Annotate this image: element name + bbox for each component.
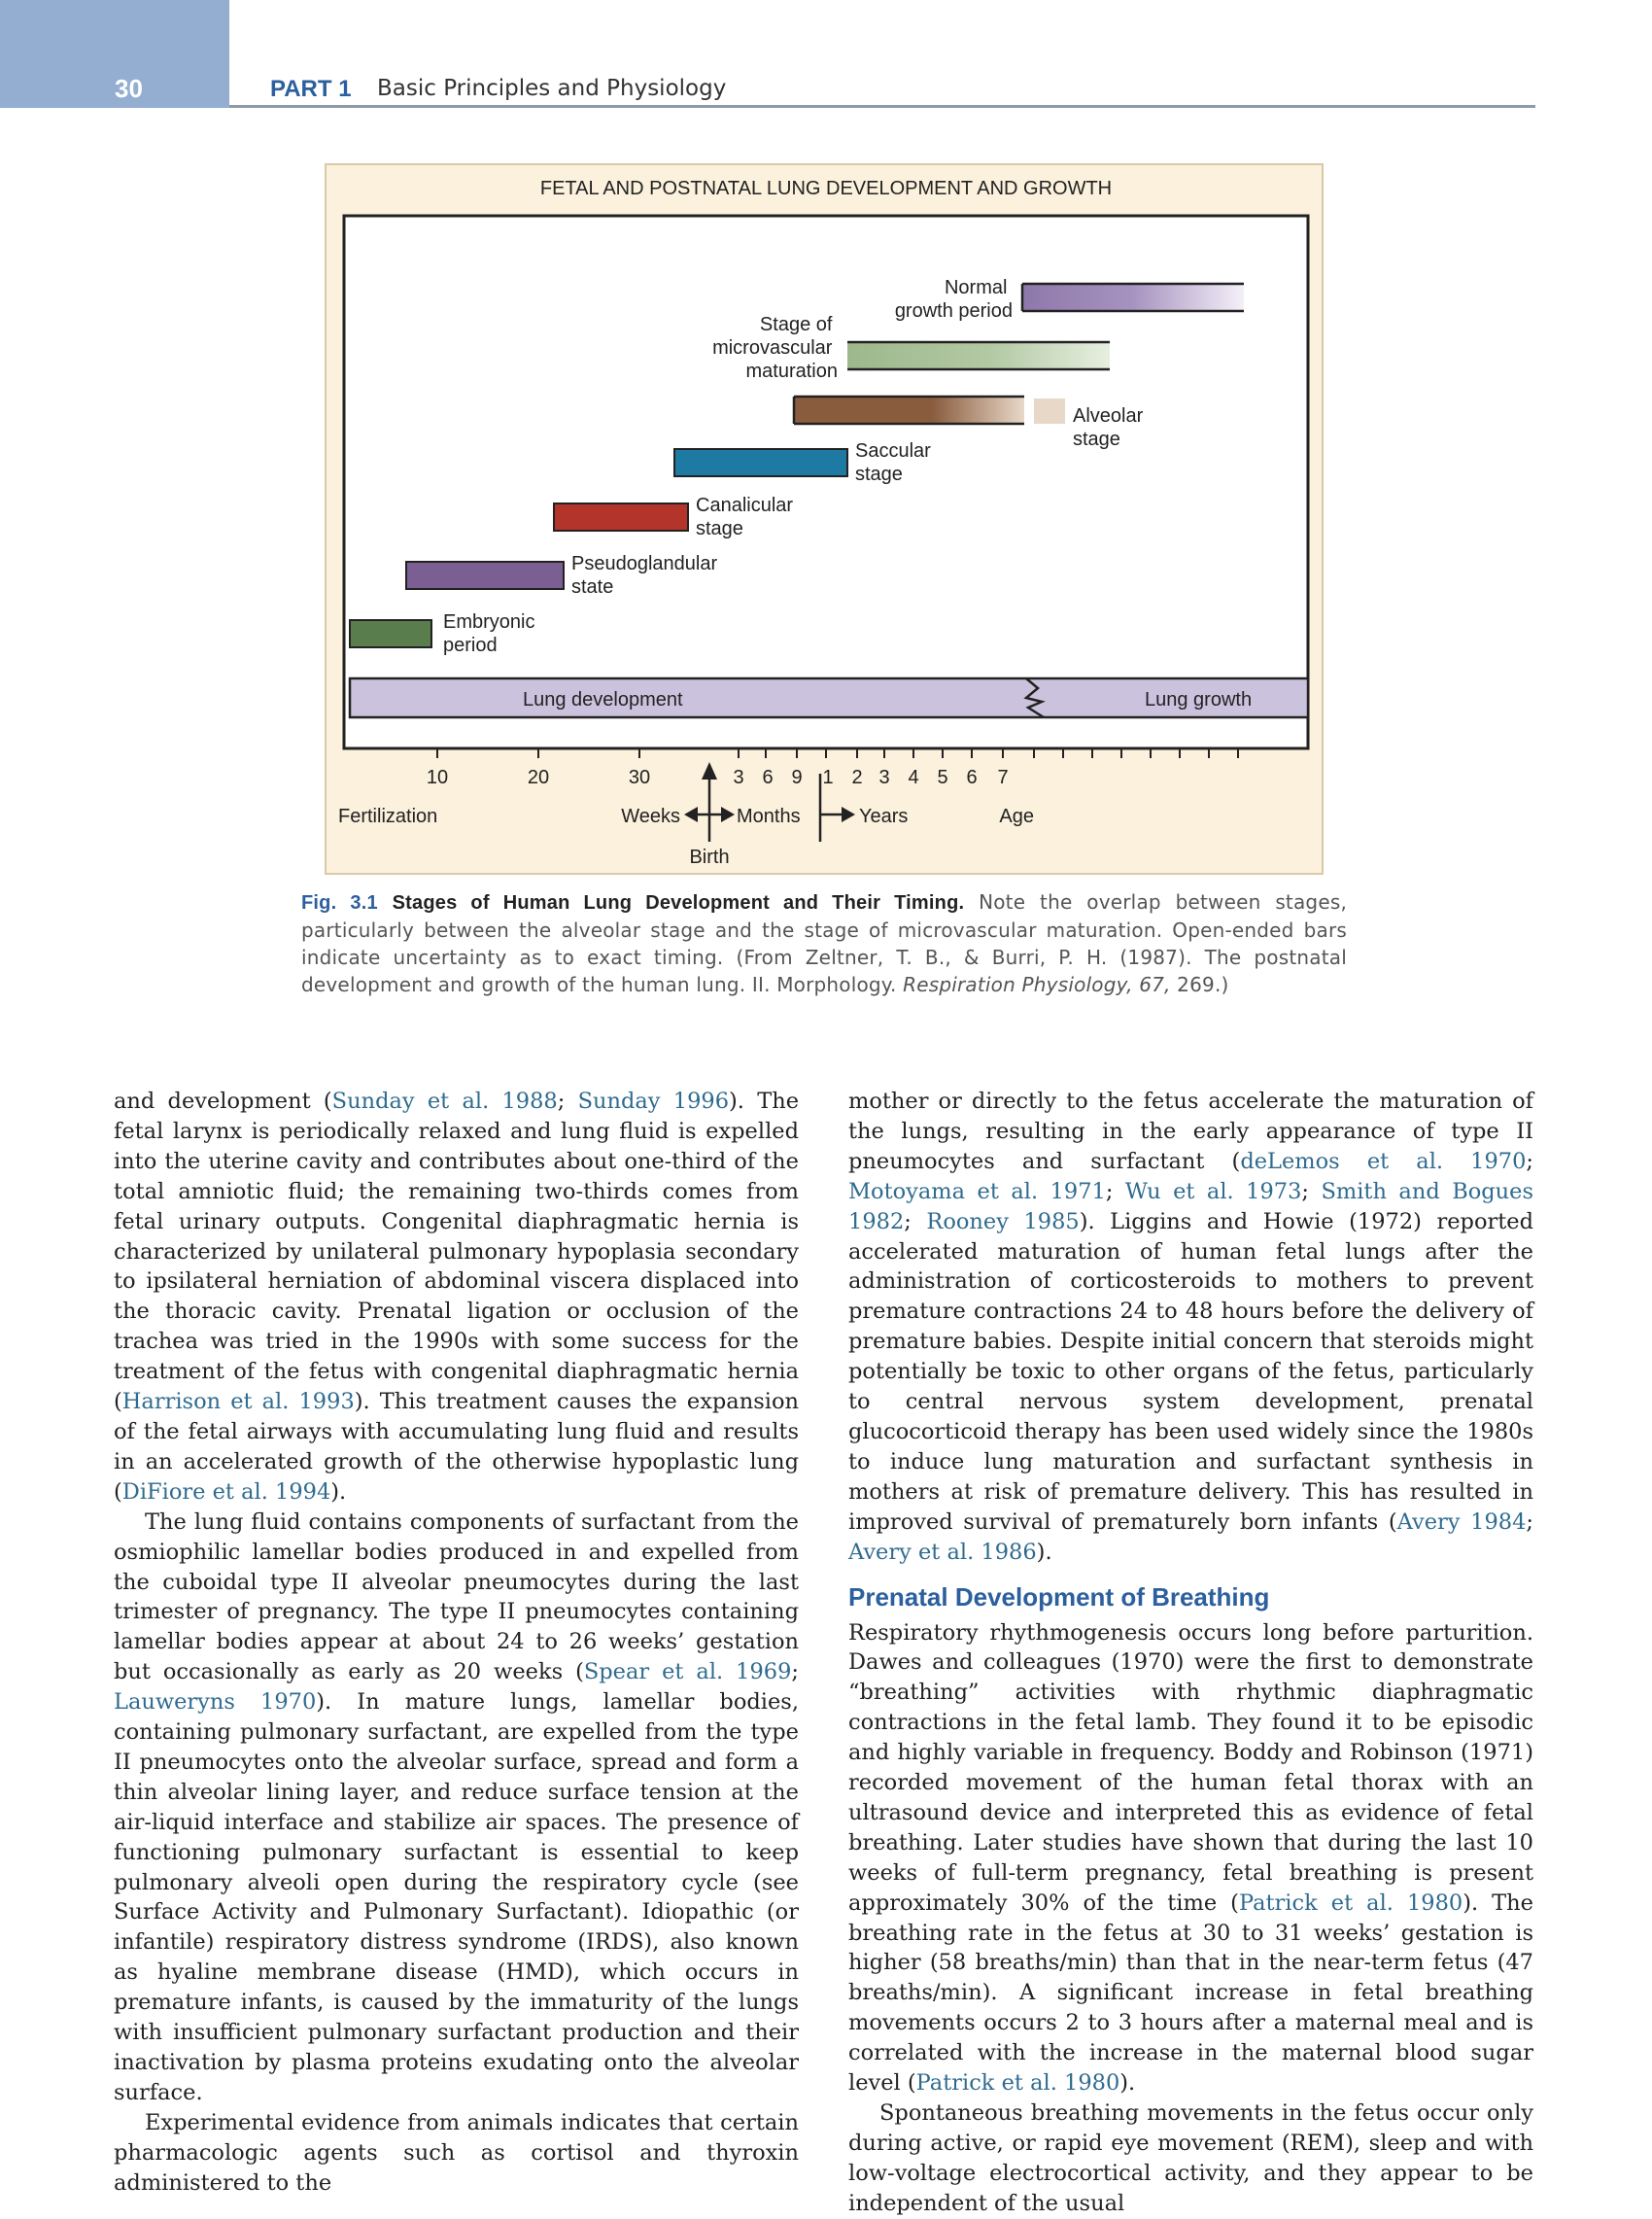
- caption-journal: Respiration Physiology, 67,: [903, 973, 1171, 996]
- tick-label-year-3: 3: [878, 767, 890, 788]
- fertilization-label: Fertilization: [338, 806, 438, 827]
- citation-link[interactable]: Wu et al. 1973: [1124, 1178, 1302, 1204]
- citation-link[interactable]: Sunday 1996: [577, 1089, 730, 1114]
- tick-label-year-2: 2: [851, 767, 863, 788]
- citation-link[interactable]: Motoyama et al. 1971: [848, 1178, 1106, 1204]
- figure-3-1: [325, 163, 1324, 875]
- tick-label-week-30: 30: [628, 767, 651, 788]
- pseudoglandular-label: Pseudoglandular state: [571, 553, 718, 598]
- normal-growth-label: Normal growth period: [894, 277, 1013, 322]
- tick-label-month-9: 9: [791, 767, 803, 788]
- microvascular-label: Stage of microvascular maturation: [712, 314, 838, 382]
- microvascular-maturation-bar: [847, 342, 1110, 369]
- tick-label-year-4: 4: [908, 767, 919, 788]
- canalicular-label: Canalicular stage: [696, 495, 794, 539]
- citation-link[interactable]: Avery 1984: [1396, 1508, 1527, 1535]
- citation-link[interactable]: DiFiore et al. 1994: [121, 1478, 331, 1505]
- citation-link[interactable]: Lauweryns 1970: [114, 1689, 317, 1716]
- page-number: 30: [115, 74, 143, 103]
- embryonic-label: Embryonic period: [443, 611, 535, 656]
- citation-link[interactable]: Avery et al. 1986: [848, 1539, 1037, 1565]
- alveolar-label: Alveolar stage: [1073, 405, 1144, 450]
- tick-label-week-20: 20: [527, 767, 550, 788]
- tick-label-year-6: 6: [966, 767, 978, 788]
- lung-development-diagram: [327, 165, 1325, 877]
- header-rule: [229, 105, 1535, 108]
- weeks-arrowhead-icon: [684, 807, 698, 822]
- tick-label-year-1: 1: [822, 767, 834, 788]
- caption-text: Note the overlap between stages, particularly between the alveolar stage and the stage of microvascular maturation. Open-ended bars indicate uncertainty as to exact timing. (From Zeltner, T. B., & Burri, P. H. (1987). The postnatal development and growth of the human lung. II. Morphology.: [301, 890, 1348, 996]
- left-paragraph-3: Experimental evidence from animals indicates that certain pharmacologic agents such as cortisol and thyroxin administered to the: [114, 2109, 799, 2196]
- saccular-label: Saccular stage: [855, 440, 931, 485]
- citation-link[interactable]: Patrick et al. 1980: [1238, 1890, 1463, 1916]
- right-column: [848, 1087, 1533, 2219]
- weeks-label: Weeks: [621, 806, 680, 827]
- left-paragraph-2: The lung fluid contains components of surfactant from the osmiophilic lamellar bodies produced in and expelled from the cuboidal type II alveolar pneumocytes during the last trimester of pregnancy. The type II pneumocytes containing lamellar bodies appear at about 24 to 26 weeks’ gestation but occasionally as early as 20 weeks (Spear et al. 1969; Lauweryns 1970). In mature lungs, lamellar bodies, containing pulmonary surfactant, are expelled from the type II pneumocytes onto the alveolar surface, spread and form a thin alveolar lining layer, and reduce surface tension at the air-liquid interface and stabilize air spaces. The presence of functioning pulmonary surfactant is essential to keep pulmonary alveoli open during the respiratory cycle (see Surface Activity and Pulmonary Surfactant). Idiopathic (or infantile) respiratory distress syndrome (IRDS), also known as hyaline membrane disease (HMD), which occurs in premature infants, is caused by the immaturity of the lungs with insufficient pulmonary surfactant production and their inactivation by plasma proteins exudating onto the alveolar surface.: [114, 1508, 799, 2105]
- citation-link[interactable]: Smith and Bogues 1982: [848, 1178, 1534, 1234]
- citation-link[interactable]: Rooney 1985: [926, 1208, 1080, 1234]
- birth-label: Birth: [689, 847, 730, 868]
- caption-tail: 269.): [1177, 973, 1229, 996]
- tick-label-year-7: 7: [997, 767, 1009, 788]
- lung-development-label: Lung development: [523, 689, 683, 711]
- caption-label: Fig. 3.1: [301, 892, 378, 914]
- citation-link[interactable]: Spear et al. 1969: [583, 1659, 792, 1685]
- months-label: Months: [737, 806, 801, 827]
- alveolar-stage-tail: [1034, 399, 1065, 424]
- citation-link[interactable]: deLemos et al. 1970: [1240, 1148, 1527, 1174]
- part-label: PART 1: [270, 76, 352, 102]
- pseudoglandular-bar: [406, 562, 564, 589]
- figure-caption: [301, 888, 1347, 998]
- years-arrowhead-icon: [842, 807, 855, 822]
- canalicular-bar: [554, 503, 688, 531]
- tick-label-year-5: 5: [937, 767, 948, 788]
- right-paragraph-1: mother or directly to the fetus accelerate the maturation of the lungs, resulting in the early appearance of type II pneumocytes and surfactant (deLemos et al. 1970; Motoyama et al. 1971; Wu et al. 1973; Smith and Bogues 1982; Rooney 1985). Liggins and Howie (1972) reported accelerated maturation of human fetal lungs after the administration of corticosteroids to mothers to prevent premature contractions 24 to 48 hours before the delivery of premature babies. Despite initial concern that steroids might potentially be toxic to other organs of the fetus, particularly to central nervous system development, prenatal glucocorticoid therapy has been used widely since the 1980s to induce lung maturation and surfactant synthesis in mothers at risk of premature delivery. This has resulted in improved survival of prematurely born infants (Avery 1984; Avery et al. 1986).: [848, 1089, 1534, 1565]
- normal-growth-bar: [1022, 284, 1244, 311]
- tick-label-week-10: 10: [426, 767, 449, 788]
- age-label: Age: [999, 806, 1034, 827]
- tick-label-month-3: 3: [733, 767, 744, 788]
- citation-link[interactable]: Patrick et al. 1980: [915, 2070, 1120, 2097]
- birth-arrowhead-icon: [702, 762, 717, 780]
- citation-link[interactable]: Sunday et al. 1988: [331, 1089, 558, 1114]
- left-column: [114, 1087, 799, 2199]
- part-title: Basic Principles and Physiology: [377, 76, 727, 101]
- alveolar-stage-bar: [794, 397, 1024, 424]
- saccular-bar: [674, 449, 847, 476]
- embryonic-period-bar: [350, 620, 431, 647]
- section-heading: Prenatal Development of Breathing: [848, 1581, 1270, 1612]
- caption-title: Stages of Human Lung Development and Their Timing.: [392, 892, 965, 914]
- figure-title: FETAL AND POSTNATAL LUNG DEVELOPMENT AND GROWTH: [539, 178, 1113, 199]
- years-label: Years: [859, 806, 909, 827]
- left-paragraph-1: and development (Sunday et al. 1988; Sunday 1996). The fetal larynx is periodically relaxed and lung fluid is expelled into the uterine cavity and contributes about one-third of the total amniotic fluid; the remaining two-thirds comes from fetal urinary outputs. Congenital diaphragmatic hernia is characterized by unilateral pulmonary hypoplasia secondary to ipsilateral herniation of abdominal viscera displaced into the thoracic cavity. Prenatal ligation or occlusion of the trachea was tried in the 1990s with some success for the treatment of the fetus with congenital diaphragmatic hernia (Harrison et al. 1993). This treatment causes the expansion of the fetal airways with accumulating lung fluid and results in an accelerated growth of the otherwise hypoplastic lung (DiFiore et al. 1994).: [114, 1089, 800, 1505]
- lung-growth-label: Lung growth: [1145, 689, 1253, 711]
- months-arrowhead-icon: [721, 807, 735, 822]
- tick-label-month-6: 6: [762, 767, 774, 788]
- right-paragraph-2: Respiratory rhythmogenesis occurs long before parturition. Dawes and colleagues (1970) were the first to demonstrate “breathing” activities with rhythmic diaphragmatic contractions in the fetal lamb. They found it to be episodic and highly variable in frequency. Boddy and Robinson (1971) recorded movement of the human fetal thorax with an ultrasound device and interpreted this as evidence of fetal breathing. Later studies have shown that during the last 10 weeks of full-term pregnancy, fetal breathing is present approximately 30% of the time (Patrick et al. 1980). The breathing rate in the fetus at 30 to 31 weeks’ gestation is higher (58 breaths/min) than that in the near-term fetus (47 breaths/min). A significant increase in fetal breathing movements occurs 2 to 3 hours after a maternal meal and is correlated with the increase in the maternal blood sugar level (Patrick et al. 1980).: [848, 1619, 1533, 2097]
- citation-link[interactable]: Harrison et al. 1993: [121, 1389, 355, 1415]
- right-paragraph-3: Spontaneous breathing movements in the fetus occur only during active, or rapid eye movement (REM), sleep and with low-voltage electrocortical activity, and they appear to be independent of the usual: [848, 2100, 1533, 2216]
